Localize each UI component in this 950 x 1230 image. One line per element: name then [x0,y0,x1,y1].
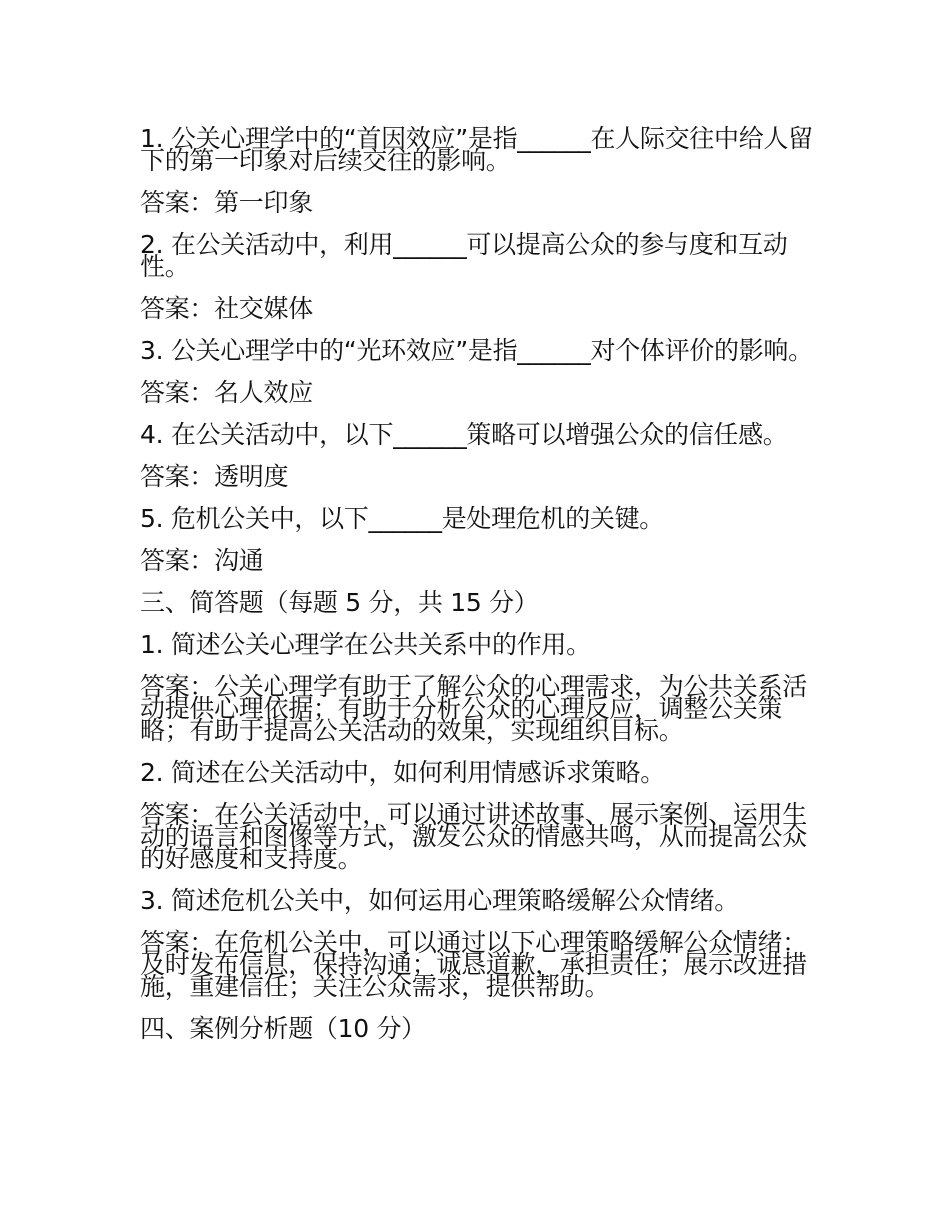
short-answer-answer-2: 答案：在公关活动中，可以通过讲述故事、展示案例、运用生动的语言和图像等方式，激发公众的情感共鸣，从而提高公众的好感度和支持度。 [140,800,807,873]
answer-5: 答案：沟通 [140,546,264,575]
fill-blank-question-3: 3. 公关心理学中的“光环效应”是指______对个体评价的影响。 [140,336,813,365]
fill-blank-question-2: 2. 在公关活动中，利用______可以提高公众的参与度和互动性。 [140,230,788,281]
answer-3: 答案：名人效应 [140,378,313,407]
short-answer-question-1: 1. 简述公关心理学在公共关系中的作用。 [140,630,591,659]
short-answer-answer-1: 答案：公关心理学有助于了解公众的心理需求，为公共关系活动提供心理依据；有助于分析公众的心理反应，调整公关策略；有助于提高公关活动的效果，实现组织目标。 [140,672,807,745]
answer-2: 答案：社交媒体 [140,294,313,323]
document-page [140,124,820,1043]
answer-4: 答案：透明度 [140,462,289,491]
fill-blank-question-4: 4. 在公关活动中，以下______策略可以增强公众的信任感。 [140,420,788,449]
short-answer-answer-3: 答案：在危机公关中，可以通过以下心理策略缓解公众情绪：及时发布信息，保持沟通；诚恳道歉，承担责任；展示改进措施，重建信任；关注公众需求，提供帮助。 [140,928,807,1001]
fill-blank-question-5: 5. 危机公关中，以下______是处理危机的关键。 [140,504,665,533]
short-answer-question-2: 2. 简述在公关活动中，如何利用情感诉求策略。 [140,758,665,787]
short-answer-question-3: 3. 简述危机公关中，如何运用心理策略缓解公众情绪。 [140,886,740,915]
answer-1: 答案：第一印象 [140,188,313,217]
section-heading-case-analysis: 四、案例分析题（10 分） [140,1014,426,1043]
section-heading-short-answer: 三、简答题（每题 5 分，共 15 分） [140,588,539,617]
fill-blank-question-1: 1. 公关心理学中的“首因效应”是指______在人际交往中给人留下的第一印象对后续交往的影响。 [140,124,813,175]
